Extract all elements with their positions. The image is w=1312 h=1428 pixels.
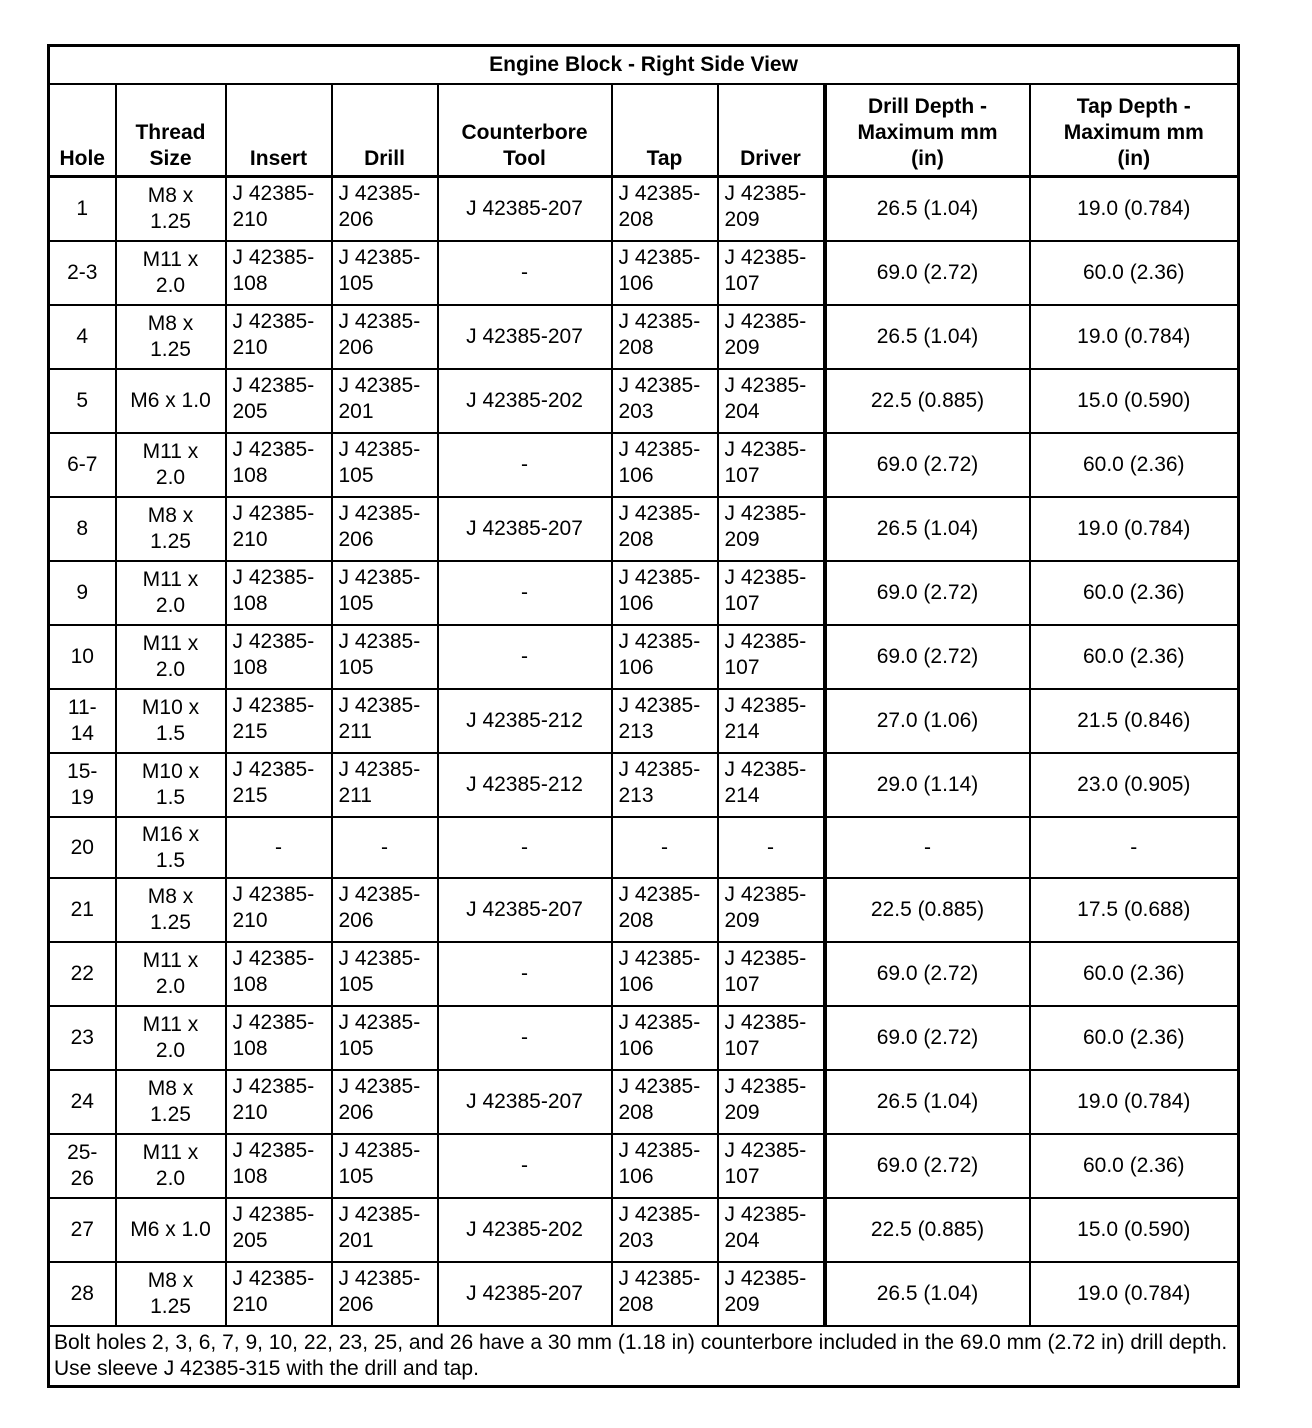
cell-drill: J 42385- 206 [332, 878, 438, 942]
table-row [49, 177, 1239, 242]
table-row [49, 625, 1239, 689]
cell-hole: 27 [49, 1198, 116, 1262]
cell-drill-depth: 29.0 (1.14) [825, 753, 1030, 817]
cell-counterbore-tool: - [438, 625, 612, 689]
cell-driver: J 42385- 107 [718, 433, 825, 497]
cell-thread-size: M8 x 1.25 [116, 878, 226, 942]
cell-tap-depth: 60.0 (2.36) [1030, 433, 1239, 497]
cell-drill-depth: 27.0 (1.06) [825, 689, 1030, 753]
cell-insert: J 42385- 108 [226, 561, 332, 625]
cell-driver: J 42385- 214 [718, 689, 825, 753]
col-header-hole: Hole [49, 84, 116, 177]
cell-counterbore-tool: - [438, 1006, 612, 1070]
cell-driver: J 42385- 209 [718, 177, 825, 242]
cell-tap-depth: 17.5 (0.688) [1030, 878, 1239, 942]
cell-hole: 21 [49, 878, 116, 942]
cell-hole: 28 [49, 1262, 116, 1326]
cell-insert: J 42385- 108 [226, 433, 332, 497]
cell-tap: - [612, 817, 718, 878]
cell-thread-size: M8 x 1.25 [116, 1262, 226, 1326]
cell-hole: 8 [49, 497, 116, 561]
cell-drill: J 42385- 201 [332, 369, 438, 433]
cell-drill: J 42385- 105 [332, 625, 438, 689]
table-body [49, 177, 1239, 1327]
cell-thread-size: M11 x 2.0 [116, 433, 226, 497]
cell-insert: J 42385- 215 [226, 753, 332, 817]
cell-insert: J 42385- 210 [226, 177, 332, 242]
cell-thread-size: M11 x 2.0 [116, 241, 226, 305]
cell-tap: J 42385- 213 [612, 689, 718, 753]
table-row [49, 1198, 1239, 1262]
cell-tap: J 42385- 106 [612, 942, 718, 1006]
cell-hole: 22 [49, 942, 116, 1006]
col-header-tap-depth: Tap Depth - Maximum mm (in) [1030, 84, 1239, 177]
table-footnote: Bolt holes 2, 3, 6, 7, 9, 10, 22, 23, 25, and 26 have a 30 mm (1.18 in) counterbore included in the 69.0 mm (2.72 in) drill depth. Use sleeve J 42385-315 with the drill and tap. [49, 1326, 1239, 1387]
cell-drill: J 42385- 211 [332, 753, 438, 817]
cell-tap: J 42385- 213 [612, 753, 718, 817]
cell-counterbore-tool: - [438, 942, 612, 1006]
table-row [49, 241, 1239, 305]
cell-thread-size: M10 x 1.5 [116, 689, 226, 753]
cell-tap: J 42385- 106 [612, 625, 718, 689]
cell-tap: J 42385- 203 [612, 1198, 718, 1262]
cell-counterbore-tool: J 42385-207 [438, 878, 612, 942]
cell-counterbore-tool: J 42385-207 [438, 177, 612, 242]
col-header-tap: Tap [612, 84, 718, 177]
cell-thread-size: M8 x 1.25 [116, 177, 226, 242]
cell-tap: J 42385- 208 [612, 1070, 718, 1134]
cell-drill: J 42385- 105 [332, 1134, 438, 1198]
cell-insert: J 42385- 108 [226, 1134, 332, 1198]
cell-driver: J 42385- 214 [718, 753, 825, 817]
cell-tap-depth: 23.0 (0.905) [1030, 753, 1239, 817]
col-header-counterbore-tool: Counterbore Tool [438, 84, 612, 177]
cell-drill: J 42385- 206 [332, 1262, 438, 1326]
cell-tap-depth: 60.0 (2.36) [1030, 1006, 1239, 1070]
cell-tap-depth: 19.0 (0.784) [1030, 497, 1239, 561]
cell-drill-depth: 26.5 (1.04) [825, 497, 1030, 561]
table-row [49, 561, 1239, 625]
cell-drill-depth: 26.5 (1.04) [825, 305, 1030, 369]
cell-drill-depth: 69.0 (2.72) [825, 1134, 1030, 1198]
cell-tap: J 42385- 208 [612, 497, 718, 561]
cell-drill: J 42385- 206 [332, 1070, 438, 1134]
cell-drill: J 42385- 105 [332, 561, 438, 625]
cell-drill: J 42385- 105 [332, 433, 438, 497]
cell-drill: J 42385- 105 [332, 942, 438, 1006]
cell-tap-depth: - [1030, 817, 1239, 878]
cell-thread-size: M10 x 1.5 [116, 753, 226, 817]
cell-counterbore-tool: - [438, 1134, 612, 1198]
cell-driver: J 42385- 107 [718, 241, 825, 305]
cell-driver: J 42385- 209 [718, 497, 825, 561]
cell-hole: 9 [49, 561, 116, 625]
cell-driver: J 42385- 209 [718, 305, 825, 369]
table-row [49, 878, 1239, 942]
cell-thread-size: M16 x 1.5 [116, 817, 226, 878]
cell-insert: J 42385- 205 [226, 1198, 332, 1262]
cell-drill-depth: 69.0 (2.72) [825, 1006, 1030, 1070]
cell-hole: 15- 19 [49, 753, 116, 817]
cell-tap: J 42385- 208 [612, 1262, 718, 1326]
cell-hole: 4 [49, 305, 116, 369]
table-row [49, 817, 1239, 878]
cell-drill-depth: 69.0 (2.72) [825, 625, 1030, 689]
cell-tap-depth: 60.0 (2.36) [1030, 942, 1239, 1006]
cell-thread-size: M11 x 2.0 [116, 625, 226, 689]
cell-driver: J 42385- 107 [718, 942, 825, 1006]
cell-drill: J 42385- 211 [332, 689, 438, 753]
cell-counterbore-tool: J 42385-207 [438, 305, 612, 369]
table-row [49, 1262, 1239, 1326]
cell-tap-depth: 60.0 (2.36) [1030, 625, 1239, 689]
cell-counterbore-tool: - [438, 241, 612, 305]
cell-hole: 11- 14 [49, 689, 116, 753]
cell-counterbore-tool: J 42385-202 [438, 1198, 612, 1262]
table-row [49, 497, 1239, 561]
cell-tap-depth: 19.0 (0.784) [1030, 1070, 1239, 1134]
cell-thread-size: M11 x 2.0 [116, 561, 226, 625]
cell-driver: J 42385- 209 [718, 1262, 825, 1326]
cell-drill-depth: 69.0 (2.72) [825, 241, 1030, 305]
cell-tap-depth: 19.0 (0.784) [1030, 177, 1239, 242]
table-row [49, 305, 1239, 369]
cell-drill: J 42385- 206 [332, 305, 438, 369]
cell-driver: J 42385- 107 [718, 1006, 825, 1070]
cell-driver: J 42385- 107 [718, 1134, 825, 1198]
cell-hole: 25- 26 [49, 1134, 116, 1198]
col-header-driver: Driver [718, 84, 825, 177]
cell-counterbore-tool: J 42385-207 [438, 497, 612, 561]
cell-drill-depth: 26.5 (1.04) [825, 177, 1030, 242]
cell-drill: - [332, 817, 438, 878]
cell-thread-size: M11 x 2.0 [116, 942, 226, 1006]
cell-drill: J 42385- 206 [332, 497, 438, 561]
cell-drill-depth: 69.0 (2.72) [825, 561, 1030, 625]
cell-insert: J 42385- 210 [226, 305, 332, 369]
table-row [49, 689, 1239, 753]
table-row [49, 1134, 1239, 1198]
cell-thread-size: M8 x 1.25 [116, 305, 226, 369]
cell-drill-depth: 22.5 (0.885) [825, 369, 1030, 433]
cell-thread-size: M8 x 1.25 [116, 1070, 226, 1134]
cell-tap: J 42385- 208 [612, 177, 718, 242]
cell-insert: J 42385- 205 [226, 369, 332, 433]
cell-hole: 2-3 [49, 241, 116, 305]
cell-hole: 10 [49, 625, 116, 689]
cell-thread-size: M6 x 1.0 [116, 369, 226, 433]
cell-driver: J 42385- 107 [718, 561, 825, 625]
cell-hole: 24 [49, 1070, 116, 1134]
cell-counterbore-tool: J 42385-207 [438, 1262, 612, 1326]
cell-drill: J 42385- 201 [332, 1198, 438, 1262]
table-row [49, 753, 1239, 817]
cell-thread-size: M11 x 2.0 [116, 1006, 226, 1070]
cell-insert: J 42385- 108 [226, 241, 332, 305]
col-header-insert: Insert [226, 84, 332, 177]
cell-hole: 6-7 [49, 433, 116, 497]
cell-driver: J 42385- 204 [718, 1198, 825, 1262]
cell-drill-depth: - [825, 817, 1030, 878]
cell-insert: J 42385- 210 [226, 1070, 332, 1134]
table-row [49, 942, 1239, 1006]
cell-tap-depth: 60.0 (2.36) [1030, 1134, 1239, 1198]
cell-insert: - [226, 817, 332, 878]
cell-counterbore-tool: - [438, 817, 612, 878]
table-row [49, 433, 1239, 497]
cell-thread-size: M6 x 1.0 [116, 1198, 226, 1262]
col-header-drill: Drill [332, 84, 438, 177]
cell-drill-depth: 69.0 (2.72) [825, 942, 1030, 1006]
engine-block-spec-table [47, 44, 1240, 1388]
cell-thread-size: M8 x 1.25 [116, 497, 226, 561]
table-row [49, 1070, 1239, 1134]
table-row [49, 369, 1239, 433]
cell-tap-depth: 60.0 (2.36) [1030, 241, 1239, 305]
cell-tap: J 42385- 208 [612, 878, 718, 942]
cell-drill-depth: 26.5 (1.04) [825, 1262, 1030, 1326]
cell-counterbore-tool: - [438, 433, 612, 497]
cell-counterbore-tool: J 42385-202 [438, 369, 612, 433]
cell-drill: J 42385- 105 [332, 1006, 438, 1070]
cell-tap: J 42385- 106 [612, 241, 718, 305]
cell-hole: 5 [49, 369, 116, 433]
cell-hole: 1 [49, 177, 116, 242]
cell-driver: - [718, 817, 825, 878]
cell-insert: J 42385- 210 [226, 1262, 332, 1326]
table-row [49, 1006, 1239, 1070]
cell-driver: J 42385- 107 [718, 625, 825, 689]
cell-insert: J 42385- 108 [226, 625, 332, 689]
cell-drill: J 42385- 105 [332, 241, 438, 305]
col-header-drill-depth: Drill Depth - Maximum mm (in) [825, 84, 1030, 177]
cell-tap-depth: 19.0 (0.784) [1030, 305, 1239, 369]
cell-counterbore-tool: J 42385-212 [438, 689, 612, 753]
cell-tap-depth: 19.0 (0.784) [1030, 1262, 1239, 1326]
cell-hole: 23 [49, 1006, 116, 1070]
cell-drill: J 42385- 206 [332, 177, 438, 242]
cell-drill-depth: 22.5 (0.885) [825, 1198, 1030, 1262]
cell-drill-depth: 69.0 (2.72) [825, 433, 1030, 497]
col-header-thread-size: Thread Size [116, 84, 226, 177]
cell-tap: J 42385- 106 [612, 1006, 718, 1070]
cell-tap: J 42385- 208 [612, 305, 718, 369]
cell-insert: J 42385- 210 [226, 497, 332, 561]
cell-tap: J 42385- 203 [612, 369, 718, 433]
table-title: Engine Block - Right Side View [49, 46, 1239, 85]
cell-counterbore-tool: J 42385-212 [438, 753, 612, 817]
cell-drill-depth: 26.5 (1.04) [825, 1070, 1030, 1134]
cell-tap-depth: 15.0 (0.590) [1030, 1198, 1239, 1262]
cell-thread-size: M11 x 2.0 [116, 1134, 226, 1198]
cell-hole: 20 [49, 817, 116, 878]
cell-tap-depth: 15.0 (0.590) [1030, 369, 1239, 433]
cell-tap: J 42385- 106 [612, 561, 718, 625]
cell-driver: J 42385- 209 [718, 1070, 825, 1134]
cell-insert: J 42385- 108 [226, 1006, 332, 1070]
cell-tap: J 42385- 106 [612, 1134, 718, 1198]
cell-tap-depth: 21.5 (0.846) [1030, 689, 1239, 753]
cell-drill-depth: 22.5 (0.885) [825, 878, 1030, 942]
cell-counterbore-tool: - [438, 561, 612, 625]
cell-tap: J 42385- 106 [612, 433, 718, 497]
cell-tap-depth: 60.0 (2.36) [1030, 561, 1239, 625]
cell-insert: J 42385- 215 [226, 689, 332, 753]
cell-driver: J 42385- 209 [718, 878, 825, 942]
cell-insert: J 42385- 210 [226, 878, 332, 942]
cell-driver: J 42385- 204 [718, 369, 825, 433]
cell-insert: J 42385- 108 [226, 942, 332, 1006]
cell-counterbore-tool: J 42385-207 [438, 1070, 612, 1134]
